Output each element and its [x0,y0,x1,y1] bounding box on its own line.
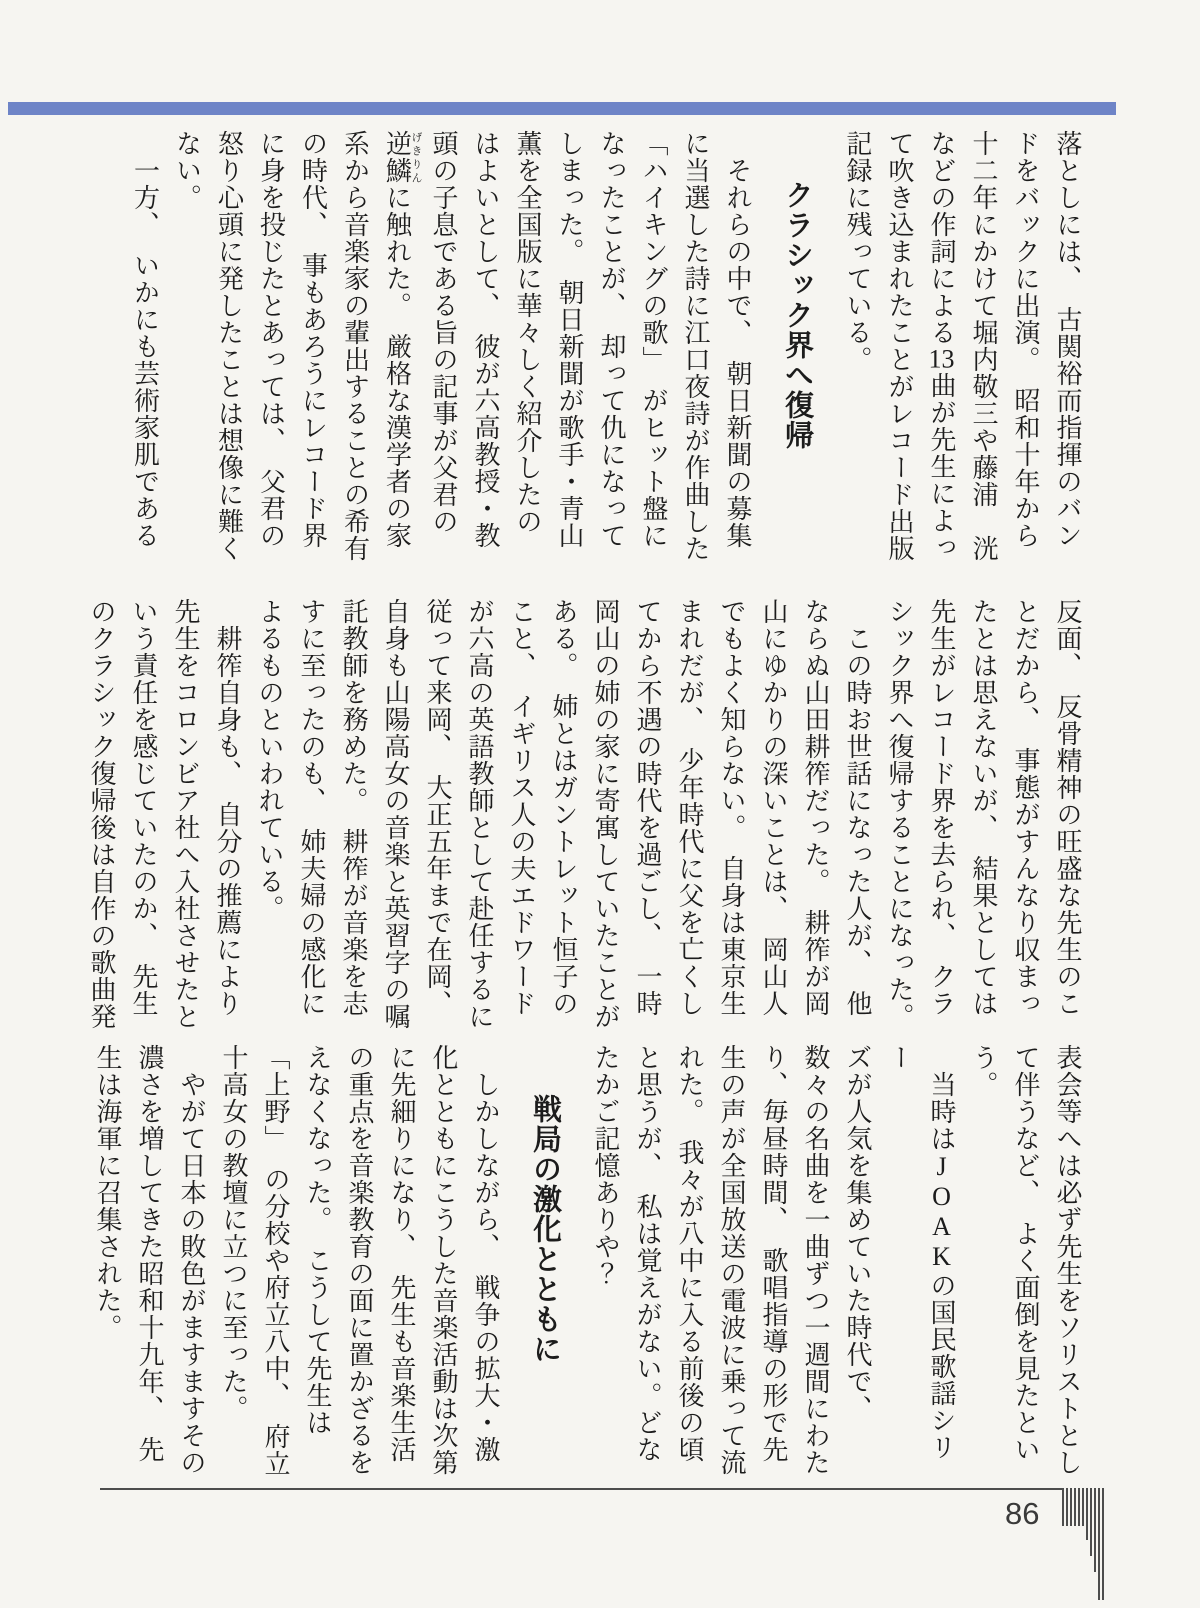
text-column: とだから、 事態がすんなり収まっ [1011,598,1040,1017]
text-column: のクラシック復帰後は自作の歌曲発 [87,598,116,1030]
corner-line [1062,1488,1064,1526]
text-column: の時代、 事もあろうにレコード界 [298,130,328,549]
text-column: 怒り心頭に発したことは想像に難く [214,130,244,562]
text-column: と思うが、 私は覚えがない。どな [633,1044,662,1463]
corner-line [1070,1488,1072,1526]
text-column: て伴うなど、 よく面倒を見たとい [1011,1044,1040,1463]
text-column: 先生がレコード界を去られ、 クラ [927,598,956,1017]
text-column: まれだが、 少年時代に父を亡くし [675,598,704,1017]
text-column: 自身も山陽高女の音楽と英習字の嘱 [381,598,410,1030]
section-heading: クラシック界へ復帰 [781,180,813,450]
text-column: 濃さを増してきた昭和十九年、 先 [135,1044,164,1463]
corner-line [1094,1488,1096,1572]
text-column: 岡山の姉の家に寄寓していたことが [591,598,620,1030]
text-column: いう責任を感じていたのか、 先生 [129,598,158,1017]
text-band-top [124,130,1089,564]
text-column: シック界へ復帰することになった。 [885,598,914,1030]
text-column: 逆鱗げきりんに触れた。 厳格な漢学者の家 [382,130,422,549]
text-column: 「上野」 の分校や府立八中、 府立 [261,1044,290,1477]
text-column: 「ハイキングの歌」 がヒット盤に [639,130,668,549]
text-column: の重点を音楽教育の面に置かざるを [345,1044,374,1476]
text-column: よるものといわれている。 [255,598,284,922]
text-column: 薫を全国版に華々しく紹介したの [513,130,542,535]
text-column: やがて日本の敗色がますますその [177,1044,206,1476]
corner-line [1074,1488,1076,1526]
text-column: ならぬ山田耕筰だった。 耕筰が岡 [801,598,830,1017]
text-column: 十二年にかけて堀内敬三や藤浦 洸 [969,130,998,562]
text-column: なったことが、 却って仇になって [597,130,626,549]
text-column: ある。 姉とはガントレット恒子の [549,598,578,1017]
text-column: 一方、 いかにも芸術家肌である [130,130,160,549]
corner-line [1078,1488,1080,1526]
text-column: 託教師を務めた。 耕筰が音楽を志 [339,598,368,1017]
text-column: しかしながら、 戦争の拡大・激 [471,1044,500,1463]
text-column: たとは思えないが、 結果としては [969,598,998,1017]
text-column: 落としには、 古関裕而指揮のバン [1053,130,1082,549]
text-column: しまった。 朝日新聞が歌手・青山 [555,130,584,549]
text-column: が六高の英語教師として赴任するに [465,598,494,1030]
text-column: 従って来岡、 大正五年まで在岡、 [423,598,452,1017]
text-column: て吹き込まれたことがレコード出版 [885,130,914,562]
corner-lines-decoration [1062,1488,1104,1600]
text-column: などの作詞による13曲が先生によっ [927,130,956,561]
text-band-bottom [86,1044,1088,1478]
text-column: ズが人気を集めていた時代で、 [843,1044,872,1422]
text-column: 耕筰自身も、 自分の推薦により [213,598,242,1017]
text-column: 化とともにこうした音楽活動は次第 [429,1044,458,1476]
corner-line [1066,1488,1068,1526]
text-column: 十高女の教壇に立つに至った。 [219,1044,248,1422]
top-accent-bar [8,102,1116,115]
text-column: り、毎昼時間、 歌唱指導の形で先 [759,1044,788,1463]
text-column: に当選した詩に江口夜詩が作曲した [681,130,710,562]
text-column: 表会等へは必ず先生をソリストとし [1053,1044,1082,1476]
text-column: 山にゆかりの深いことは、 岡山人 [759,598,788,1017]
text-column: てから不遇の時代を過ごし、 一時 [633,598,662,1017]
text-column: 生の声が全国放送の電波に乗って流 [717,1044,746,1476]
corner-line [1098,1488,1100,1600]
text-column: はよいとして、 彼が六高教授・教 [471,130,500,549]
text-column: たかご記憶ありや？ [591,1044,620,1287]
text-column: 生は海軍に召集された。 [93,1044,122,1341]
text-column: ない。 [172,130,202,211]
corner-line [1086,1488,1088,1540]
text-column: れた。 我々が八中に入る前後の頃 [675,1044,704,1463]
text-column: こと、 イギリス人の夫エドワード [507,598,536,1017]
text-column: すに至ったのも、 姉夫婦の感化に [297,598,326,1017]
text-column: に先細りになり、 先生も音楽生活 [387,1044,416,1463]
corner-line [1082,1488,1084,1526]
text-column: 当時はJOAKの国民歌謡シリー [885,1044,956,1461]
text-column: それらの中で、 朝日新聞の募集 [723,130,752,549]
text-column: でもよく知らない。 自身は東京生 [717,598,746,1017]
text-column: ドをバックに出演。 昭和十年から [1011,130,1040,549]
text-column: に身を投じたとあっては、 父君の [256,130,286,549]
text-column: 先生をコロンビア社へ入社させたと [171,598,200,1030]
page-number: 86 [1005,1496,1040,1531]
text-column: 記録に残っている。 [843,130,872,373]
text-column: えなくなった。 こうして先生は [303,1044,332,1436]
text-column: う。 [969,1044,998,1098]
text-column: 頭の子息である旨の記事が父君の [429,130,458,535]
section-heading: 戦局の激化とともに [529,1094,561,1364]
corner-line [1102,1488,1104,1600]
text-column: この時お世話になった人が、 他 [843,598,872,1017]
corner-line [1090,1488,1092,1556]
text-column: 反面、 反骨精神の旺盛な先生のこ [1053,598,1082,1017]
footer-rule [100,1488,1062,1490]
text-column: 数々の名曲を一曲ずつ一週間にわた [801,1044,830,1476]
text-band-middle [80,598,1088,1032]
text-column: 系から音楽家の輩出することの希有 [340,130,370,562]
